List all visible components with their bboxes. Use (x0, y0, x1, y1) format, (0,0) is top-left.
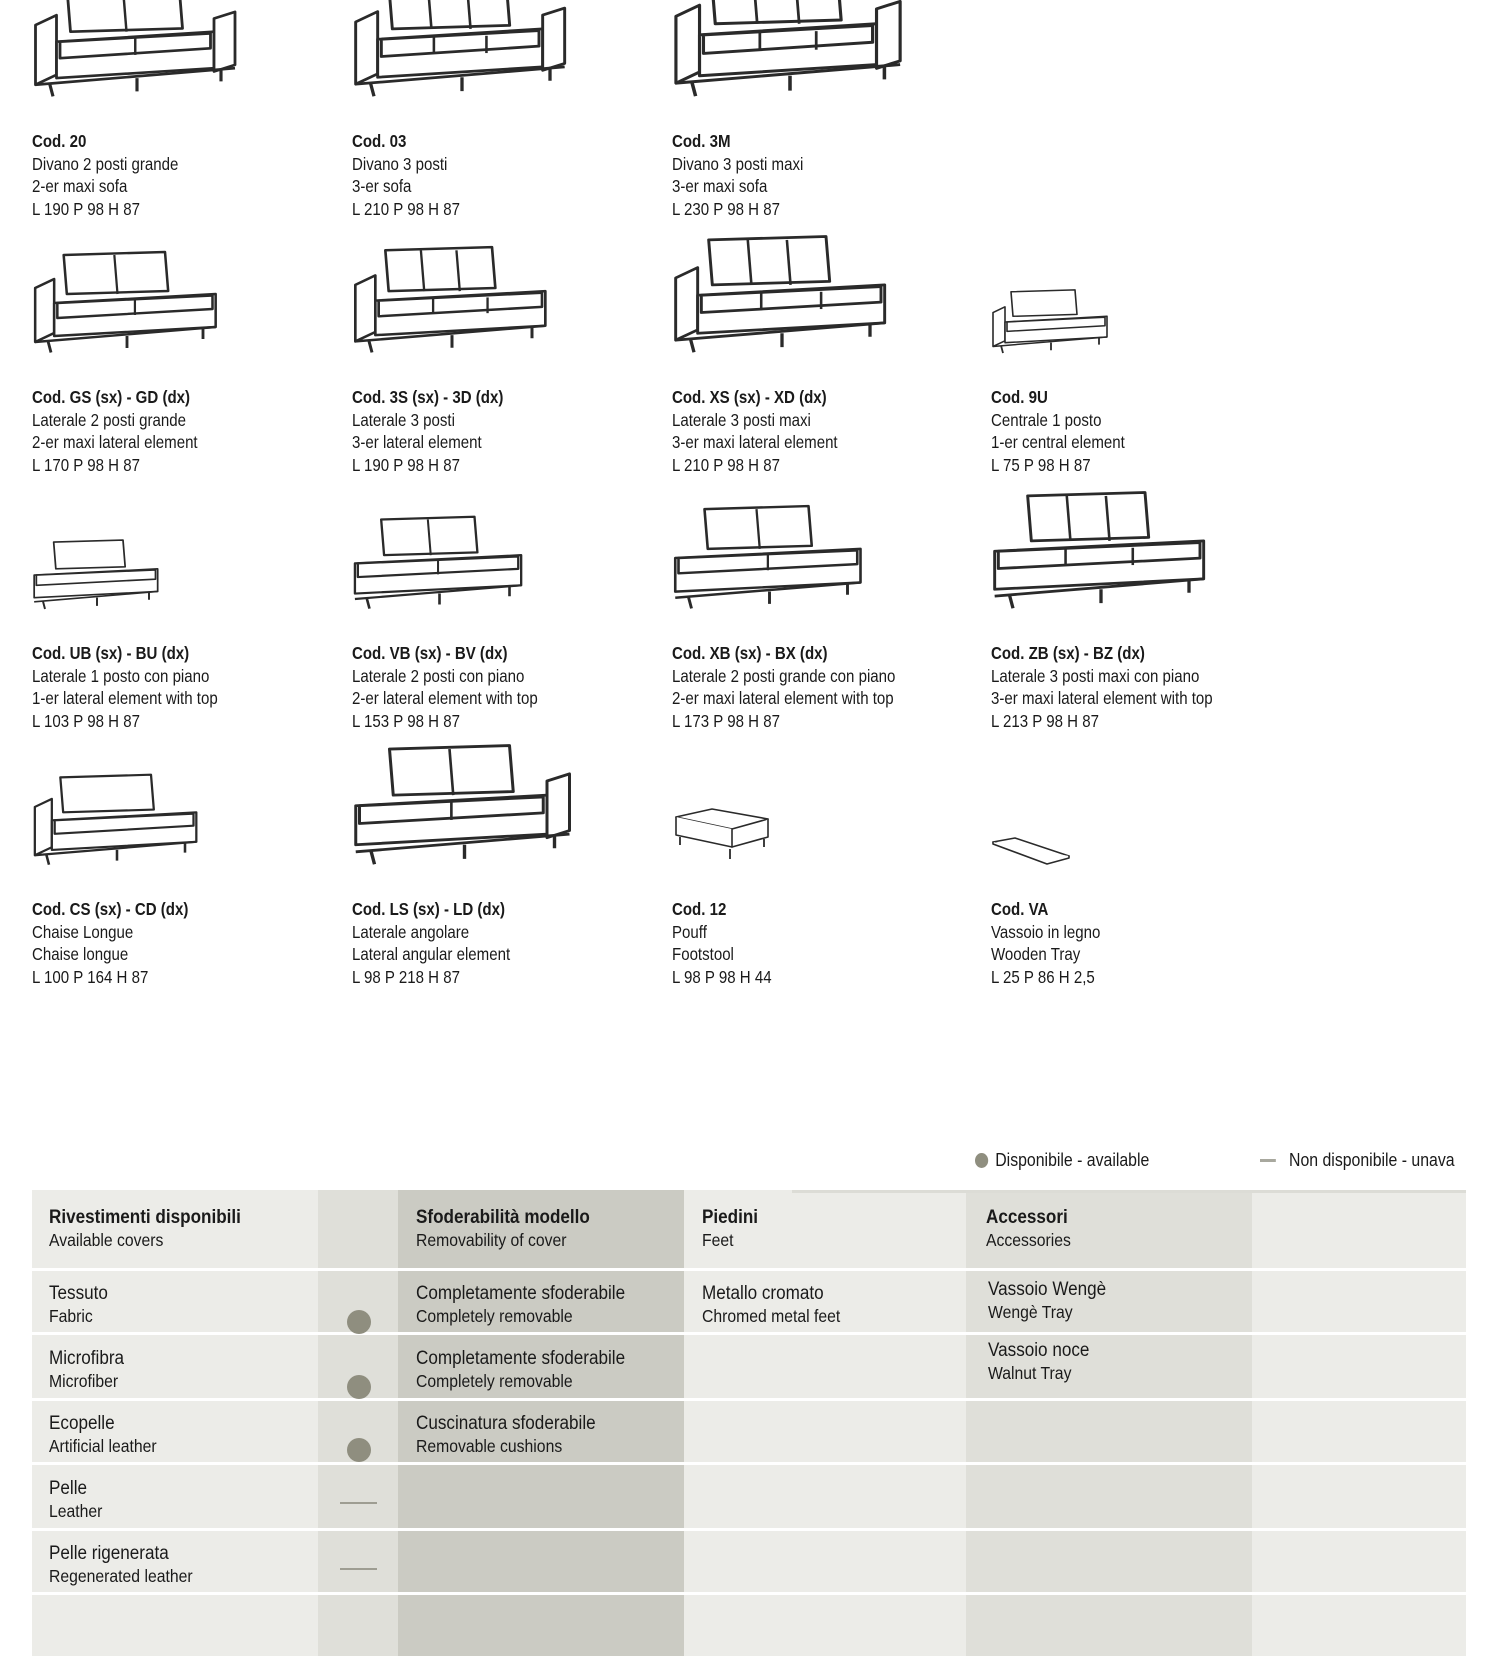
angular-element-icon (352, 742, 577, 866)
sofa-2-seat-icon (32, 0, 242, 98)
product-item (672, 2, 972, 219)
cover-row-leather: Pelle Leather (49, 1478, 103, 1521)
pouff-icon (672, 801, 772, 866)
product-code: Cod. ZB (sx) - BZ (dx) (991, 643, 1145, 663)
cover-row-microfiber: Microfibra Microfiber (49, 1348, 125, 1391)
available-dot-icon (975, 1153, 988, 1168)
product-name-it: Vassoio in legno (991, 921, 1101, 942)
product-code: Cod. 9U (991, 387, 1048, 407)
product-name-en: 2-er maxi sofa (32, 176, 128, 196)
product-code: Cod. 3S (sx) - 3D (dx) (352, 387, 504, 407)
removability-row-artificial-leather: Cuscinatura sfoderabile Removable cushions (416, 1413, 596, 1456)
removability-header: Sfoderabilità modello Removability of cover (416, 1207, 590, 1250)
product-name-en: 1-er central element (991, 432, 1125, 452)
product-dims: L 100 P 164 H 87 (32, 966, 149, 987)
product-item (991, 770, 1291, 987)
lateral-2-seat-icon (32, 249, 222, 354)
accessories-column (966, 1190, 1252, 1656)
product-dims: L 98 P 218 H 87 (352, 966, 460, 987)
product-text (672, 642, 895, 732)
unavailable-dash-icon (340, 1502, 377, 1504)
lateral-3-seat-maxi-icon (672, 233, 892, 354)
product-dims: L 230 P 98 H 87 (672, 198, 780, 219)
product-dims: L 190 P 98 H 87 (32, 198, 140, 219)
covers-header: Rivestimenti disponibili Available covers (49, 1207, 241, 1250)
product-code: Cod. 20 (32, 131, 87, 151)
product-dims: L 210 P 98 H 87 (672, 454, 780, 475)
available-dot-icon (347, 1375, 371, 1399)
product-dims: L 170 P 98 H 87 (32, 454, 140, 475)
accessory-wenge-tray: Vassoio Wengè Wengè Tray (988, 1279, 1107, 1322)
product-name-it: Laterale 3 posti (352, 409, 455, 430)
cover-row-artificial-leather: Ecopelle Artificial leather (49, 1413, 157, 1456)
product-name-en: 3-er maxi lateral element (672, 432, 838, 452)
available-dot-icon (347, 1310, 371, 1334)
product-item (991, 514, 1291, 731)
product-item (672, 514, 972, 731)
cover-row-fabric: Tessuto Fabric (49, 1283, 108, 1326)
central-1-seat-icon (991, 288, 1111, 354)
product-name-en: Footstool (672, 944, 734, 964)
product-name-it: Chaise Longue (32, 921, 134, 942)
product-code: Cod. 12 (672, 899, 727, 919)
product-name-en: Wooden Tray (991, 944, 1081, 964)
product-code: Cod. GS (sx) - GD (dx) (32, 387, 191, 407)
row-divider (32, 1528, 1466, 1531)
product-code: Cod. VB (sx) - BV (dx) (352, 643, 508, 663)
blank-column (1252, 1190, 1466, 1656)
product-code: Cod. XB (sx) - BX (dx) (672, 643, 828, 663)
product-dims: L 103 P 98 H 87 (32, 710, 140, 731)
lateral-2-seat-maxi-top-icon (672, 503, 867, 610)
product-code: Cod. 03 (352, 131, 407, 151)
product-name-en: 2-er lateral element with top (352, 688, 538, 708)
chaise-longue-icon (32, 772, 202, 866)
specs-table (32, 1190, 1466, 1656)
feet-header: Piedini Feet (702, 1207, 759, 1250)
unavailable-dash-icon (1260, 1159, 1276, 1162)
product-text (352, 130, 460, 220)
product-name-it: Divano 3 posti (352, 153, 448, 174)
product-item (672, 258, 972, 475)
legend-available: Disponibile - available (975, 1150, 1149, 1171)
product-name-it: Centrale 1 posto (991, 409, 1102, 430)
accessories-header: Accessori Accessories (986, 1207, 1071, 1250)
legend-not-available: Non disponibile - unava (1260, 1150, 1455, 1171)
cover-row-regenerated-leather: Pelle rigenerata Regenerated leather (49, 1543, 193, 1586)
product-dims: L 25 P 86 H 2,5 (991, 966, 1095, 987)
product-item (672, 770, 972, 987)
product-dims: L 98 P 98 H 44 (672, 966, 772, 987)
product-text (991, 386, 1125, 476)
product-name-en: 2-er maxi lateral element (32, 432, 198, 452)
product-text (352, 642, 538, 732)
row-divider (32, 1332, 1466, 1335)
product-item (991, 258, 1291, 475)
lateral-2-seat-top-icon (352, 514, 527, 610)
available-dot-icon (347, 1438, 371, 1462)
product-name-it: Divano 3 posti maxi (672, 153, 804, 174)
unavailable-dash-icon (340, 1568, 377, 1570)
product-dims: L 210 P 98 H 87 (352, 198, 460, 219)
product-dims: L 190 P 98 H 87 (352, 454, 460, 475)
lateral-1-seat-top-icon (32, 538, 162, 610)
product-name-it: Laterale 3 posti maxi con piano (991, 665, 1200, 686)
product-code: Cod. VA (991, 899, 1049, 919)
sofa-3-seat-maxi-icon (672, 0, 908, 98)
lateral-3-seat-maxi-top-icon (991, 489, 1211, 610)
product-text (672, 386, 838, 476)
product-item (32, 770, 332, 987)
product-text (991, 642, 1213, 732)
product-item (32, 2, 332, 219)
product-name-en: Lateral angular element (352, 944, 511, 964)
product-name-en: 3-er maxi lateral element with top (991, 688, 1213, 708)
row-divider (32, 1398, 1466, 1401)
product-dims: L 213 P 98 H 87 (991, 710, 1099, 731)
row-divider (32, 1268, 1466, 1271)
product-name-it: Laterale angolare (352, 921, 470, 942)
product-name-it: Laterale 2 posti grande (32, 409, 186, 430)
product-code: Cod. UB (sx) - BU (dx) (32, 643, 190, 663)
product-name-it: Pouff (672, 921, 707, 942)
row-divider (32, 1592, 1466, 1595)
product-dims: L 173 P 98 H 87 (672, 710, 780, 731)
product-name-en: 3-er sofa (352, 176, 412, 196)
row-divider (32, 1462, 1466, 1465)
sofa-3-seat-icon (352, 0, 572, 98)
product-name-it: Laterale 2 posti grande con piano (672, 665, 896, 686)
product-name-it: Laterale 3 posti maxi (672, 409, 811, 430)
product-dims: L 75 P 98 H 87 (991, 454, 1091, 475)
product-name-en: 3-er maxi sofa (672, 176, 768, 196)
product-text (32, 898, 188, 988)
product-dims: L 153 P 98 H 87 (352, 710, 460, 731)
product-item (352, 258, 652, 475)
product-text (32, 130, 178, 220)
removability-row-fabric: Completamente sfoderabile Completely removable (416, 1283, 626, 1326)
product-text (991, 898, 1100, 988)
feet-column (684, 1190, 966, 1656)
product-name-it: Laterale 2 posti con piano (352, 665, 525, 686)
product-text (352, 386, 503, 476)
product-code: Cod. 3M (672, 131, 731, 151)
product-text (32, 642, 218, 732)
wooden-tray-icon (991, 836, 1071, 866)
product-text (352, 898, 510, 988)
removability-row-microfiber: Completamente sfoderabile Completely removable (416, 1348, 626, 1391)
availability-column (318, 1190, 398, 1656)
product-item (352, 2, 652, 219)
header-top-line (792, 1190, 1466, 1193)
product-item (32, 258, 332, 475)
feet-value: Metallo cromato Chromed metal feet (702, 1283, 841, 1326)
accessory-walnut-tray: Vassoio noce Walnut Tray (988, 1340, 1090, 1383)
product-item (352, 514, 652, 731)
product-text (672, 130, 803, 220)
product-code: Cod. LS (sx) - LD (dx) (352, 899, 505, 919)
product-name-en: 1-er lateral element with top (32, 688, 218, 708)
product-item (352, 770, 652, 987)
product-name-en: Chaise longue (32, 944, 129, 964)
product-name-it: Laterale 1 posto con piano (32, 665, 210, 686)
product-code: Cod. XS (sx) - XD (dx) (672, 387, 827, 407)
product-name-en: 3-er lateral element (352, 432, 482, 452)
product-text (32, 386, 198, 476)
product-name-en: 2-er maxi lateral element with top (672, 688, 894, 708)
product-code: Cod. CS (sx) - CD (dx) (32, 899, 189, 919)
lateral-3-seat-icon (352, 244, 552, 354)
product-text (672, 898, 772, 988)
product-name-it: Divano 2 posti grande (32, 153, 179, 174)
product-item (32, 514, 332, 731)
